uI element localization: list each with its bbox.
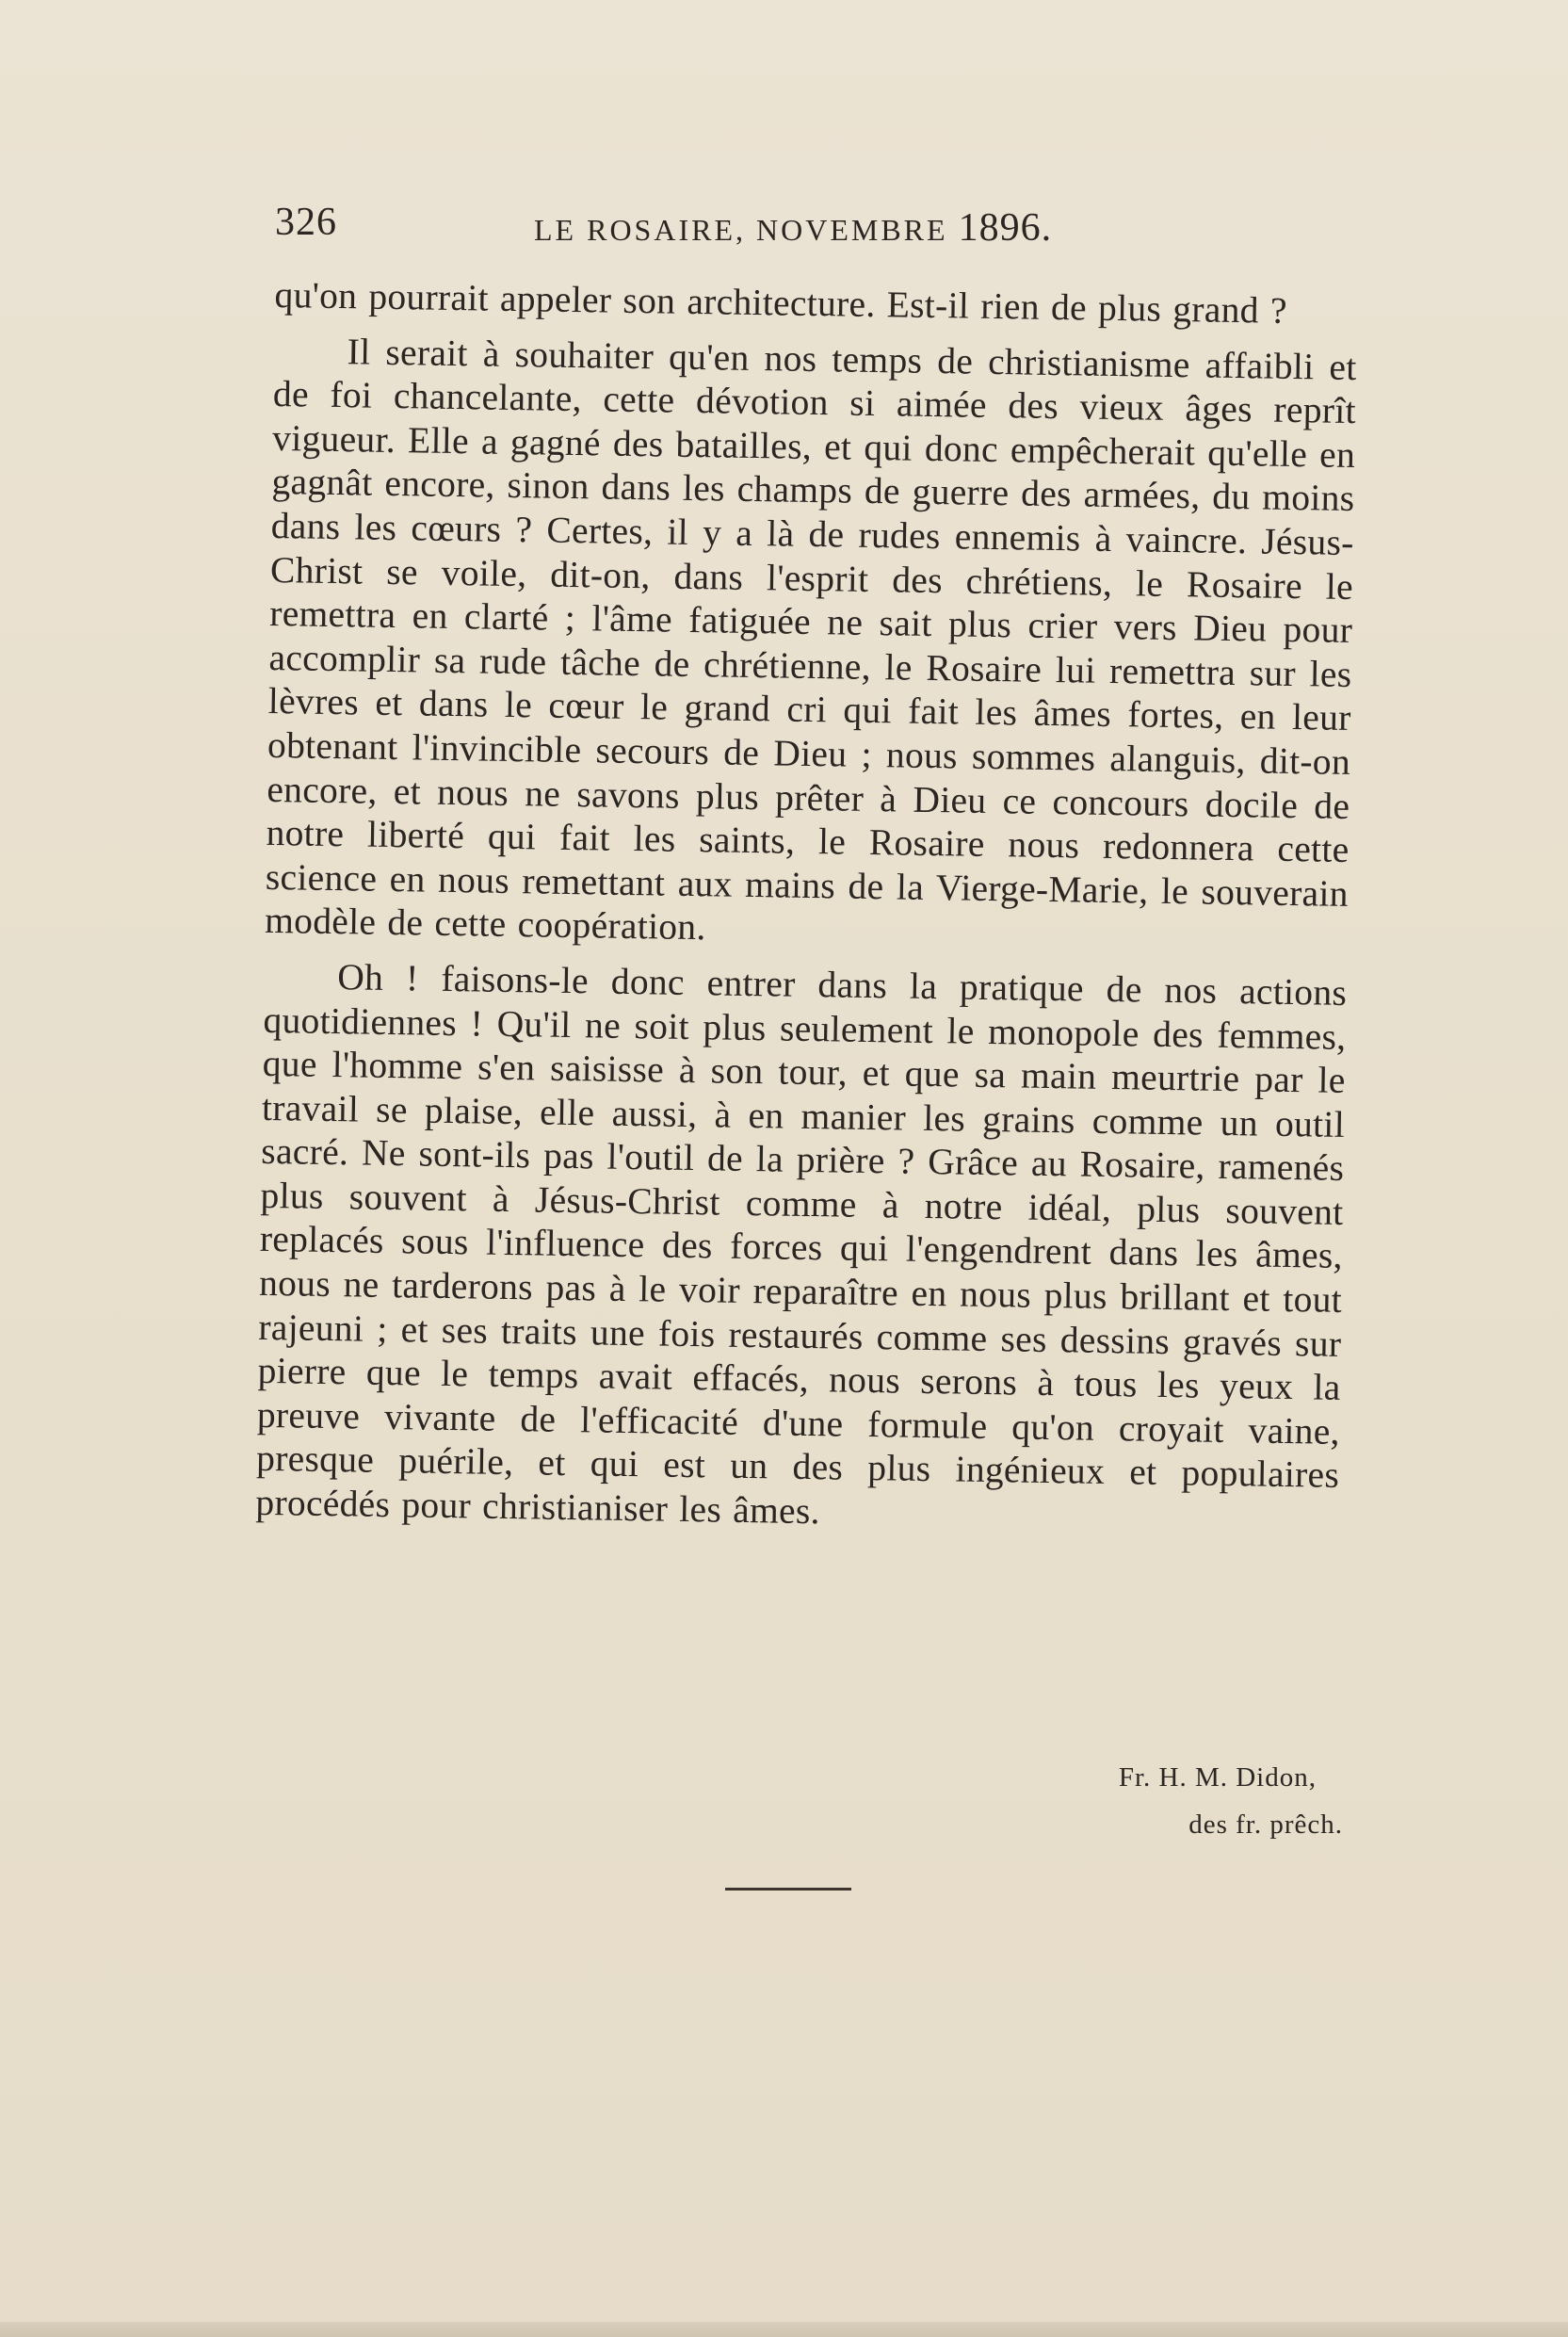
running-title-text: LE ROSAIRE, NOVEMBRE: [534, 213, 948, 247]
paragraph-2: Il serait à souhaiter qu'en nos temps de christianisme affaibli et de foi chancelante, cette dévotion si aimée des vieux âges reprît vigueur. Elle a gagné des batailles, et qui donc empêcherait qu'elle en gagnât encore, sinon dans les champs de guerre des armées, du moins dans les cœurs ? Certes, il y a là de rudes ennemis à vaincre. Jésus-Christ se voile, dit-on, dans l'esprit des chrétiens, le Rosaire le remettra en clarté ; l'âme fatiguée ne sait plus crier vers Dieu pour accomplir sa rude tâche de chrétienne, le Rosaire lui remettra sur les lèvres et dans le cœur le grand cri qui fait les âmes fortes, en leur obtenant l'invincible secours de Dieu ; nous sommes alanguis, dit-on encore, et nous ne savons plus prêter à Dieu ce concours docile de notre liberté qui fait les saints, le Rosaire nous redonnera cette science en nous remettant aux mains de la Vierge-Marie, le souverain modèle de cette coopération.: [264, 330, 1357, 949]
running-title-year: 1896.: [958, 206, 1053, 250]
page-number: 326: [275, 201, 337, 244]
author-signature: [1006, 1754, 1343, 1848]
article-body: [255, 273, 1358, 1542]
paragraph-3: Oh ! faisons-le donc entrer dans la pratique de nos actions quotidiennes ! Qu'il ne soit plus seulement le monopole des femmes, que l'homme s'en saisisse à son tour, et que sa main meurtrie par le travail se plaise, elle aussi, à en manier les grains comme un outil sacré. Ne sont-ils pas l'outil de la prière ? Grâce au Rosaire, ramenés plus souvent à Jésus-Christ comme à notre idéal, plus souvent replacés sous l'influence des forces qui l'engendrent dans les âmes, nous ne tarderons pas à le voir reparaître en nous plus brillant et tout rajeuni ; et ses traits une fois restaurés comme ses dessins gravés sur pierre que le temps avait effacés, nous serons à tous les yeux la preuve vivante de l'efficacité d'une formule qu'on croyait vaine, presque puérile, et qui est un des plus ingénieux et populaires procédés pour christianiser les âmes.: [255, 956, 1348, 1533]
author-order: des fr. prêch.: [1188, 1810, 1343, 1840]
running-head: [275, 200, 1358, 256]
paragraph-1: qu'on pourrait appeler son architecture. Est-il rien de plus grand ?: [274, 273, 1288, 332]
page-bottom-edge: [0, 2322, 1568, 2337]
end-rule-divider: [725, 1888, 851, 1891]
author-name: Fr. H. M. Didon,: [1118, 1762, 1317, 1793]
running-title: [534, 205, 1052, 251]
